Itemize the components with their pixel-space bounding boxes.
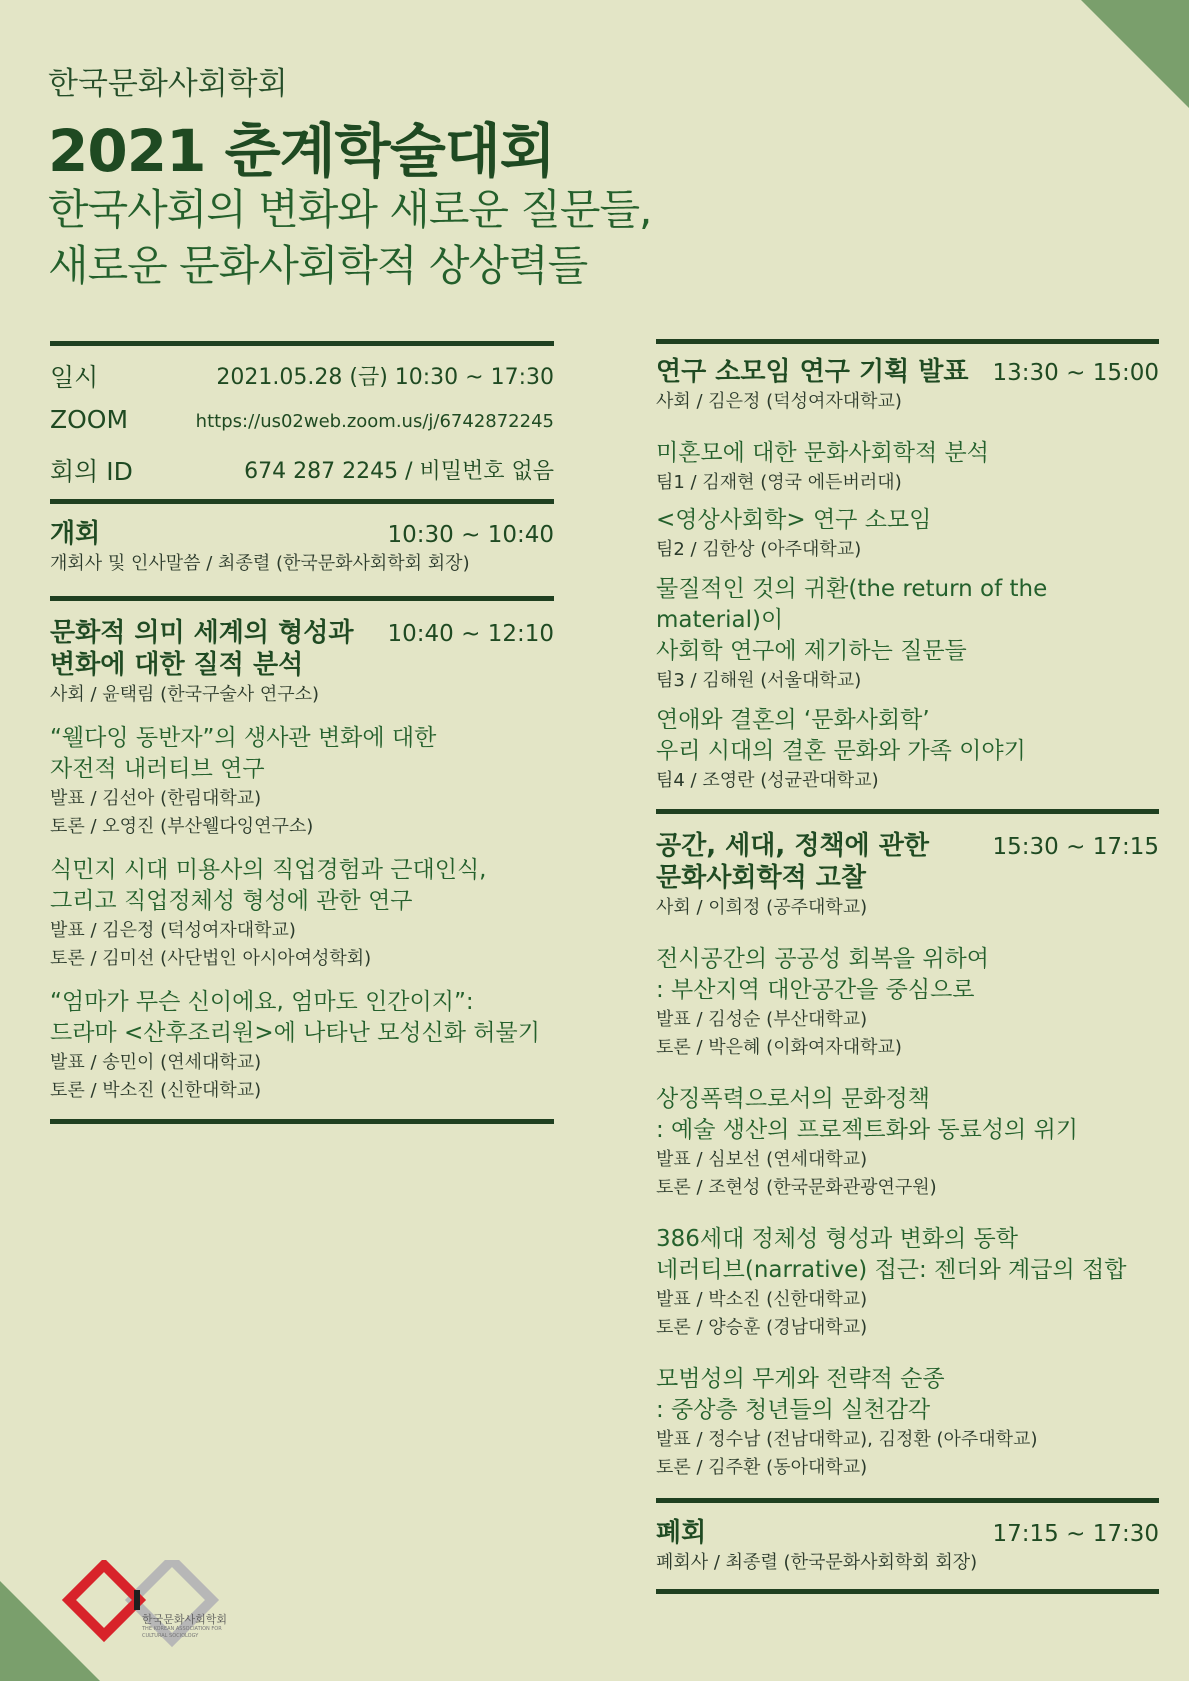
session3-talk [656,1364,1159,1482]
logo-name: 한국문화사회학회 [142,1613,228,1626]
talk-discussant: 토론 / 김미선 (사단법인 아시아여성학회) [50,948,372,969]
talk-discussant: 토론 / 박은혜 (이화여자대학교) [656,1037,902,1058]
opening-title: 개회 [50,519,101,549]
session3-title-line-2: 문화사회학적 고찰 [656,863,866,893]
talk-title: : 중상층 청년들의 실천감각 [656,1397,931,1423]
session1-time: 10:40 ~ 12:10 [387,621,554,647]
session3-talk [656,944,1159,1062]
session2-talk [656,705,1159,795]
talk-title: : 예술 생산의 프로젝트화와 동료성의 위기 [656,1117,1079,1143]
zoom-row [50,397,554,444]
opening-time: 10:30 ~ 10:40 [387,522,554,548]
talk-discussant: 토론 / 박소진 (신한대학교) [50,1080,262,1101]
session2-talk [656,574,1159,695]
talk-presenter: 발표 / 김은정 (덕성여자대학교) [50,920,296,941]
logo-subtext: THE KOREAN ASSOCIATION FOR CULTURAL SOCIOLOGY [142,1626,222,1639]
session2-talk [656,505,1159,564]
talk-title: 미혼모에 대한 문화사회학적 분석 [656,440,989,466]
session3-talk [656,1224,1159,1342]
meeting-id-label: 회의 ID [50,457,133,486]
date-row [50,350,554,397]
session3-time: 15:30 ~ 17:15 [992,834,1159,860]
talk-title: 386세대 정체성 형성과 변화의 동학 [656,1226,1018,1252]
session2-talk [656,438,1159,497]
talk-title: 상징폭력으로서의 문화정책 [656,1086,930,1112]
zoom-label: ZOOM [50,405,129,434]
logo-center-mark [134,1590,140,1610]
talk-presenter: 발표 / 박소진 (신한대학교) [656,1289,868,1310]
organization-name: 한국문화사회학회 [48,66,288,102]
session1-chair: 사회 / 윤택림 (한국구술사 연구소) [50,684,320,705]
talk-title: 우리 시대의 결혼 문화와 가족 이야기 [656,738,1026,764]
talk-title: 식민지 시대 미용사의 직업경험과 근대인식, [50,857,487,883]
session1-header [50,617,554,681]
right-column [656,339,1159,1594]
session1-title-line-1: 문화적 의미 세계의 형성과 [50,618,354,648]
talk-discussant: 토론 / 양승훈 (경남대학교) [656,1317,868,1338]
event-subtitle [48,182,651,294]
date-value: 2021.05.28 (금) 10:30 ~ 17:30 [216,365,554,390]
talk-presenter: 발표 / 김성순 (부산대학교) [656,1009,868,1030]
closing-section [656,1517,1159,1549]
session2-header [656,356,1159,388]
talk-title: : 부산지역 대안공간을 중심으로 [656,977,975,1003]
talk-discussant: 토론 / 오영진 (부산웰다잉연구소) [50,816,314,837]
session1-talk [50,723,554,841]
talk-title: 자전적 내러티브 연구 [50,756,265,782]
divider [656,1589,1159,1594]
talk-presenter: 발표 / 김선아 (한림대학교) [50,788,262,809]
talk-presenter: 발표 / 정수남 (전남대학교), 김정환 (아주대학교) [656,1429,1038,1450]
meeting-id-value: 674 287 2245 / 비밀번호 없음 [244,459,554,484]
event-title: 2021 춘계학술대회 [48,117,555,185]
talk-discussant: 토론 / 조현성 (한국문화관광연구원) [656,1177,937,1198]
zoom-link[interactable]: https://us02web.zoom.us/j/6742872245 [195,411,554,432]
talk-team: 팀2 / 김한상 (아주대학교) [656,539,862,560]
talk-title: 그리고 직업정체성 형성에 관한 연구 [50,888,413,914]
session1-title-line-2: 변화에 대한 질적 분석 [50,650,304,680]
talk-title: 전시공간의 공공성 회복을 위하여 [656,946,989,972]
session2-title: 연구 소모임 연구 기획 발표 [656,357,969,387]
session2-chair: 사회 / 김은정 (덕성여자대학교) [656,391,902,412]
talk-presenter: 발표 / 심보선 (연세대학교) [656,1149,868,1170]
date-label: 일시 [50,363,99,392]
session3-header [656,830,1159,894]
session1-talk [50,855,554,973]
divider [50,1119,554,1124]
subtitle-line-2: 새로운 문화사회학적 상상력들 [48,241,588,290]
talk-title: “엄마가 무슨 신이에요, 엄마도 인간이지”: [50,989,474,1015]
session3-title-line-1: 공간, 세대, 정책에 관한 [656,831,929,861]
talk-title: “웰다잉 동반자”의 생사관 변화에 대한 [50,725,437,751]
talk-title: 사회학 연구에 제기하는 질문들 [656,638,967,664]
subtitle-line-1: 한국사회의 변화와 새로운 질문들, [48,185,652,234]
talk-team: 팀1 / 김재현 (영국 에든버러대) [656,472,902,493]
closing-desc: 폐회사 / 최종렬 (한국문화사회학회 회장) [656,1552,978,1573]
talk-title: 모범성의 무게와 전략적 순종 [656,1366,945,1392]
session3-talk [656,1084,1159,1202]
closing-title: 폐회 [656,1518,707,1548]
session3-chair: 사회 / 이희정 (공주대학교) [656,897,868,918]
meeting-id-row [50,444,554,491]
session2-time: 13:30 ~ 15:00 [992,360,1159,386]
talk-team: 팀3 / 김해원 (서울대학교) [656,670,862,691]
talk-team: 팀4 / 조영란 (성균관대학교) [656,770,879,791]
talk-discussant: 토론 / 김주환 (동아대학교) [656,1457,868,1478]
closing-time: 17:15 ~ 17:30 [992,1521,1159,1547]
talk-presenter: 발표 / 송민이 (연세대학교) [50,1052,262,1073]
opening-section [50,518,554,550]
talk-title: <영상사회학> 연구 소모임 [656,507,932,533]
opening-desc: 개회사 및 인사말씀 / 최종렬 (한국문화사회학회 회장) [50,553,470,574]
talk-title: 물질적인 것의 귀환(the return of the material)이 [656,576,1048,633]
talk-title: 드라마 <산후조리원>에 나타난 모성신화 허물기 [50,1020,540,1046]
corner-decoration-top-right [1081,0,1189,108]
left-column [50,341,554,1124]
session1-talk [50,987,554,1105]
talk-title: 네러티브(narrative) 접근: 젠더와 계급의 접합 [656,1257,1127,1283]
talk-title: 연애와 결혼의 ‘문화사회학’ [656,707,930,733]
